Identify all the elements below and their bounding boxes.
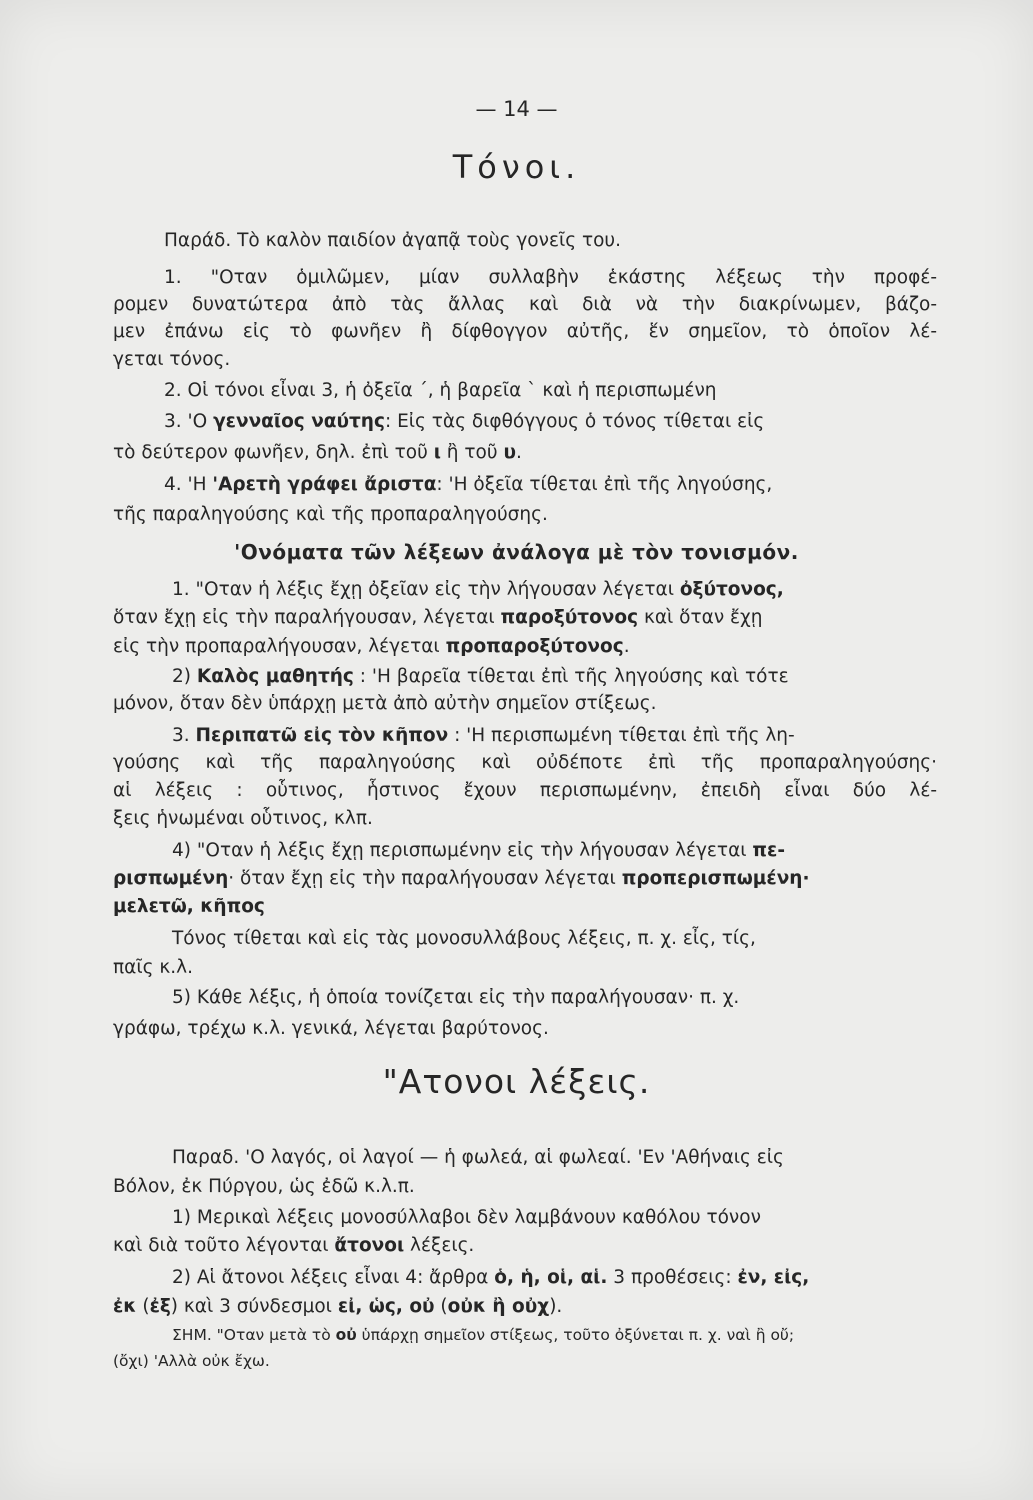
paragraph-line: μεν ἐπάνω εἰς τὸ φωνῆεν ἢ δίφθογγον αὐτῆς, ἕν σημεῖον, τὸ ὁποῖον λέ- [113, 321, 937, 342]
paragraph-line: καὶ διὰ τοῦτο λέγονται ἄτονοι λέξεις. [113, 1235, 475, 1256]
paragraph-line: ξεις ἡνωμέναι οὗτινος, κλπ. [113, 808, 373, 829]
example-line: Παράδ. Τὸ καλὸν παιδίον ἀγαπᾷ τοὺς γονεῖς του. [164, 230, 621, 251]
paragraph-line: 5) Κάθε λέξις, ἡ ὁποία τονίζεται εἰς τὴν παραλήγουσαν· π. χ. [172, 987, 740, 1008]
paragraph-line: 4. 'Η 'Αρετὴ γράφει ἄριστα: 'Η ὀξεῖα τίθεται ἐπὶ τῆς ληγούσης, [164, 474, 773, 495]
section-title: "Ατονοι λέξεις. [382, 1062, 651, 1101]
example-phrase: Περιπατῶ εἰς τὸν κῆπον [195, 725, 449, 746]
paragraph-line: ρομεν δυνατώτερα ἀπὸ τὰς ἄλλας καὶ διὰ νὰ τὴν διακρίνωμεν, βάζο- [113, 294, 937, 315]
term: ὀξύτονος, [679, 579, 784, 600]
term: ρισπωμένη [113, 868, 229, 889]
paragraph-line: μόνον, ὅταν δὲν ὑπάρχῃ μετὰ ἀπὸ αὐτὴν σημεῖον στίξεως. [113, 693, 657, 714]
term: πε- [752, 840, 786, 861]
paragraph-line: 4) "Οταν ἡ λέξις ἔχῃ περισπωμένην εἰς τὴν λήγουσαν λέγεται πε- [172, 840, 786, 861]
paragraph-line: αἱ λέξεις : οὗτινος, ἧστινος ἔχουν περισπωμένην, ἐπειδὴ εἶναι δύο λέ- [113, 780, 937, 801]
paragraph-line: 3. Περιπατῶ εἰς τὸν κῆπον : 'Η περισπωμένη τίθεται ἐπὶ τῆς λη- [172, 725, 795, 746]
paragraph-line: ρισπωμένη· ὅταν ἔχῃ εἰς τὴν παραλήγουσαν λέγεται προπερισπωμένη· [113, 868, 810, 889]
note-line: (ὄχι) 'Αλλὰ οὐκ ἔχω. [113, 1352, 270, 1370]
example-phrase: 'Αρετὴ γράφει ἄριστα [212, 474, 437, 495]
paragraph-line: τῆς παραληγούσης καὶ τῆς προπαραληγούσης. [113, 504, 548, 525]
paragraph-line: Τόνος τίθεται καὶ εἰς τὰς μονοσυλλάβους λέξεις, π. χ. εἶς, τίς, [172, 928, 756, 949]
example-words: μελετῶ, κῆπος [113, 896, 265, 917]
term: προπερισπωμένη· [621, 868, 810, 889]
section-subheading: 'Ονόματα τῶν λέξεων ἀνάλογα μὲ τὸν τονισμόν. [234, 540, 799, 564]
example-line: Παραδ. 'Ο λαγός, οἱ λαγοί — ἡ φωλεά, αἱ φωλεαί. 'Εν 'Αθήναις εἰς [172, 1147, 784, 1168]
paragraph-line: 2. Οἱ τόνοι εἶναι 3, ἡ ὀξεῖα ΄, ἡ βαρεῖα ` καὶ ἡ περισπωμένη [164, 380, 717, 401]
paragraph-line: γούσης καὶ τῆς παραληγούσης καὶ οὐδέποτε ἐπὶ τῆς προπαραληγούσης· [113, 752, 937, 773]
note-line: ΣΗΜ. "Οταν μετὰ τὸ οὐ ὑπάρχῃ σημεῖον στίξεως, τοῦτο ὀξύνεται π. χ. ναὶ ἢ οὔ; [172, 1326, 795, 1344]
term: προπαροξύτονος [445, 636, 624, 657]
term: παροξύτονος [500, 607, 639, 628]
paragraph-line: 1) Μερικαὶ λέξεις μονοσύλλαβοι δὲν λαμβάνουν καθόλου τόνον [172, 1207, 761, 1228]
paragraph-line: γράφω, τρέχω κ.λ. γενικά, λέγεται βαρύτονος. [113, 1018, 549, 1039]
page-number: — 14 — [475, 97, 558, 121]
paragraph-line: ἐκ (ἐξ) καὶ 3 σύνδεσμοι εἰ, ὡς, οὐ (οὐκ ἢ οὐχ). [113, 1296, 563, 1317]
paragraph-line: 3. 'Ο γενναῖος ναύτης: Εἰς τὰς διφθόγγους ὁ τόνος τίθεται εἰς [164, 411, 765, 432]
paragraph-line: 1. "Οταν ὁμιλῶμεν, μίαν συλλαβὴν ἑκάστης λέξεως τὴν προφέ- [164, 267, 937, 288]
chapter-title: Τόνοι. [452, 148, 581, 186]
term: ἄτονοι [334, 1235, 405, 1256]
paragraph-line: 2) Αἱ ἄτονοι λέξεις εἶναι 4: ἄρθρα ὁ, ἡ, οἱ, αἱ. 3 προθέσεις: ἐν, εἰς, [172, 1267, 810, 1288]
paragraph-line: Βόλον, ἐκ Πύργου, ὡς ἐδῶ κ.λ.π. [113, 1176, 415, 1197]
paragraph-line: τὸ δεύτερον φωνῆεν, δηλ. ἐπὶ τοῦ ι ἢ τοῦ υ. [113, 442, 522, 463]
paragraph-line: ὅταν ἔχῃ εἰς τὴν παραλήγουσαν, λέγεται παροξύτονος καὶ ὅταν ἔχῃ [113, 607, 763, 628]
paragraph-line: 1. "Οταν ἡ λέξις ἔχῃ ὀξεῖαν εἰς τὴν λήγουσαν λέγεται ὀξύτονος, [172, 579, 784, 600]
paragraph-line: 2) Καλὸς μαθητής : 'Η βαρεῖα τίθεται ἐπὶ τῆς ληγούσης καὶ τότε [172, 666, 789, 687]
example-phrase: Καλὸς μαθητής [196, 666, 354, 687]
example-phrase: γενναῖος ναύτης [213, 411, 385, 432]
paragraph-line: γεται τόνος. [113, 349, 231, 370]
paragraph-line: εἰς τὴν προπαραλήγουσαν, λέγεται προπαροξύτονος. [113, 636, 630, 657]
paragraph-line: παῖς κ.λ. [113, 957, 193, 978]
